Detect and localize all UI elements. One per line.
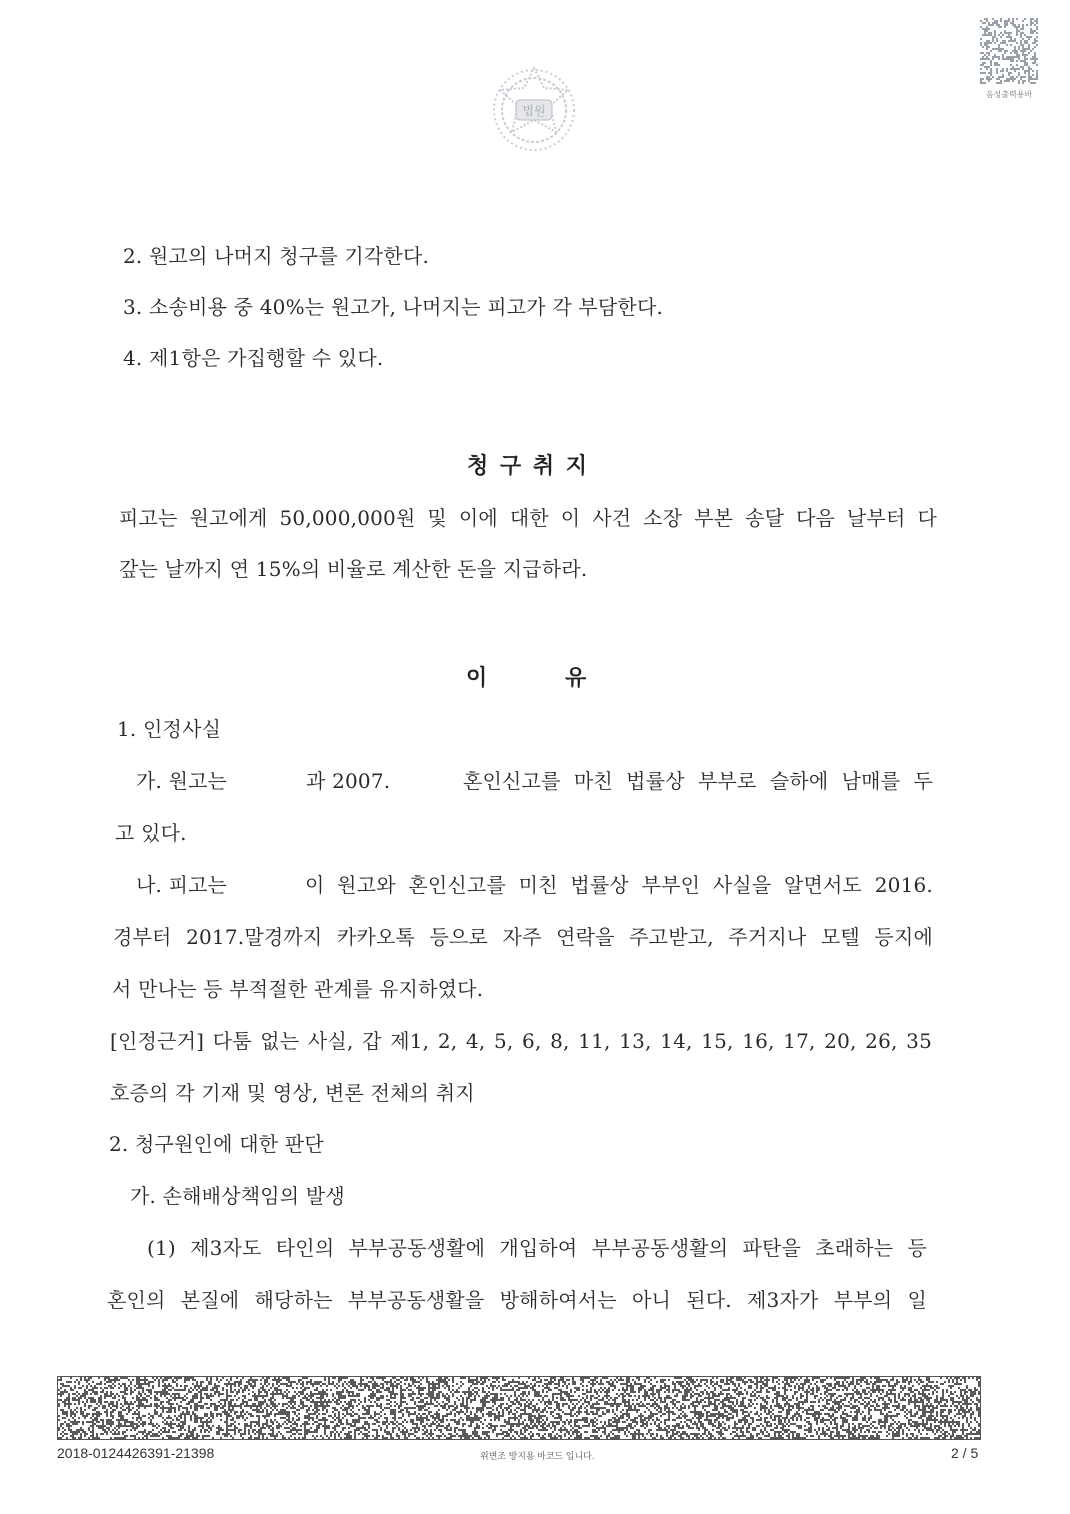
fact-na-part-2: 이 원고와 혼인신고를 미친 법률상 부부인 사실을 알면서도 2016.	[305, 873, 933, 897]
qr-code-icon	[980, 18, 1038, 84]
fact-ga-part-1: 가. 원고는	[136, 769, 228, 793]
claim-paragraph-line-1: 피고는 원고에게 50,000,000원 및 이에 대한 이 사건 소장 부본 송달 다음 날부터 다	[119, 506, 937, 530]
reason-heading-left: 이	[466, 666, 488, 691]
qr-caption: 음성출력용바	[985, 90, 1033, 99]
emblem-text: 법원	[522, 104, 546, 118]
section-2-title: 2. 청구원인에 대한 판단	[109, 1132, 324, 1156]
fact-ga-line-2: 고 있다.	[115, 821, 187, 845]
fact-na-line-2: 경부터 2017.말경까지 카카오톡 등으로 자주 연락을 주고받고, 주거지나 모텔 등지에	[113, 925, 933, 949]
section-2-ga-title: 가. 손해배상책임의 발생	[130, 1184, 345, 1208]
order-line-4: 4. 제1항은 가집행할 수 있다.	[123, 346, 384, 370]
document-number: 2018-0124426391-21398	[57, 1445, 215, 1461]
page-number: 2 / 5	[951, 1445, 979, 1461]
section-1-title: 1. 인정사실	[117, 717, 222, 741]
paragraph-1-line-2: 혼인의 본질에 해당하는 부부공동생활을 방해하여서는 아니 된다. 제3자가 부부의 일	[107, 1288, 927, 1312]
reason-heading-right: 유	[565, 666, 587, 691]
claim-heading: 청 구 취 지	[467, 454, 589, 479]
fact-ga-part-2: 과 2007.	[306, 769, 391, 793]
paragraph-1-line-1: (1) 제3자도 타인의 부부공동생활에 개입하여 부부공동생활의 파탄을 초래하는 등	[147, 1236, 927, 1260]
qr-code	[980, 18, 1038, 99]
claim-paragraph-line-2: 갚는 날까지 연 15%의 비율로 계산한 돈을 지급하라.	[119, 557, 588, 581]
court-emblem-icon	[486, 60, 582, 156]
order-line-2: 2. 원고의 나머지 청구를 기각한다.	[123, 244, 430, 268]
barcode-icon	[58, 1377, 981, 1440]
order-line-3: 3. 소송비용 중 40%는 원고가, 나머지는 피고가 각 부담한다.	[123, 295, 664, 319]
fact-na-part-1: 나. 피고는	[136, 873, 228, 897]
anti-forgery-barcode	[57, 1376, 981, 1440]
basis-line-1: [인정근거] 다툼 없는 사실, 갑 제1, 2, 4, 5, 6, 8, 11, 13, 14, 15, 16, 17, 20, 26, 35	[110, 1029, 932, 1053]
barcode-note: 위변조 방지용 바코드 입니다.	[480, 1451, 595, 1461]
fact-na-line-3: 서 만나는 등 부적절한 관계를 유지하였다.	[112, 977, 484, 1001]
basis-line-2: 호증의 각 기재 및 영상, 변론 전체의 취지	[110, 1081, 475, 1105]
fact-ga-part-3: 혼인신고를 마친 법률상 부부로 슬하에 남매를 두	[463, 769, 933, 793]
